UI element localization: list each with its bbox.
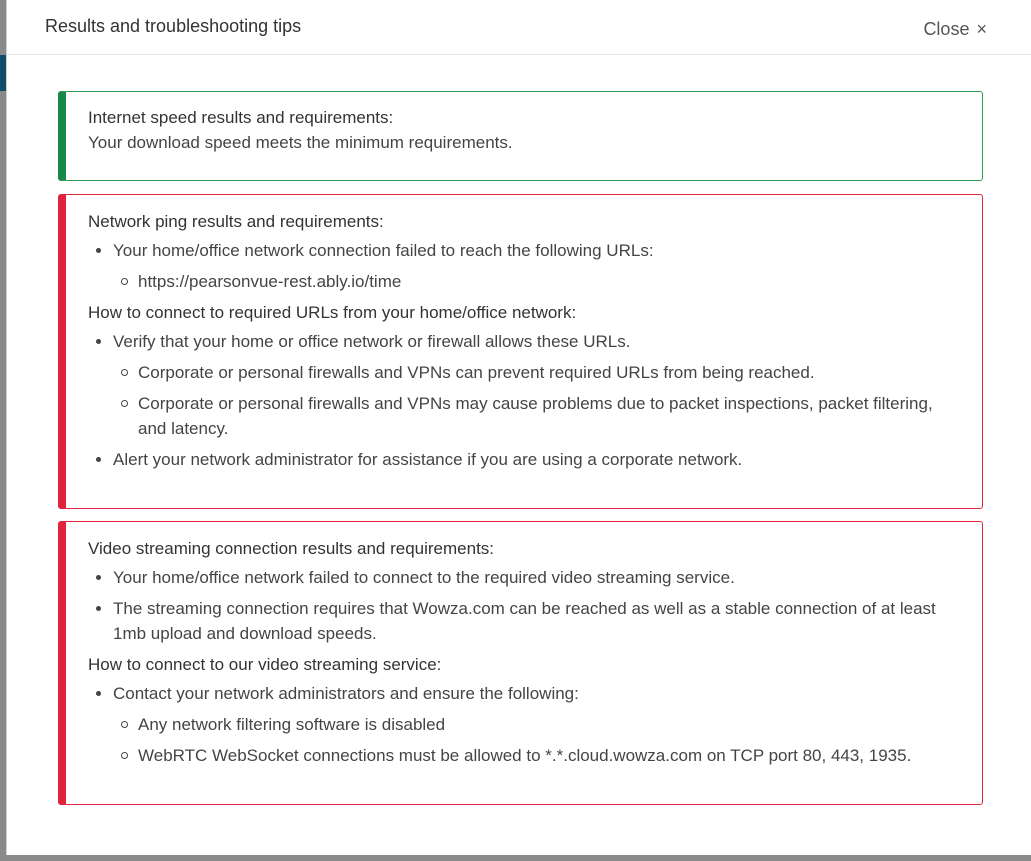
- video-howto-heading: How to connect to our video streaming service:: [88, 655, 442, 674]
- results-modal: [6, 0, 1031, 855]
- failed-url-list: [113, 269, 962, 294]
- ping-failed-list: [88, 238, 962, 294]
- ping-howto-list: [88, 329, 962, 472]
- video-howto-list: [88, 681, 962, 768]
- internet-speed-message: Your download speed meets the minimum requirements.: [88, 133, 513, 152]
- list-item: [88, 329, 962, 441]
- video-streaming-panel: [58, 521, 983, 805]
- list-item: Any network filtering software is disabled: [113, 712, 962, 737]
- network-ping-heading: Network ping results and requirements:: [88, 212, 384, 231]
- modal-header: [7, 0, 1031, 55]
- ping-howto-heading: How to connect to required URLs from your home/office network:: [88, 303, 577, 322]
- list-item: [88, 238, 962, 294]
- video-streaming-heading: Video streaming connection results and requirements:: [88, 539, 495, 558]
- video-results-list: [88, 565, 962, 646]
- modal-title: Results and troubleshooting tips: [45, 16, 302, 36]
- contact-sub-list: [113, 712, 962, 768]
- verify-sub-list: [113, 360, 962, 441]
- list-item: WebRTC WebSocket connections must be allowed to *.*.cloud.wowza.com on TCP port 80, 443, 1935.: [113, 743, 962, 768]
- close-icon: ×: [976, 19, 987, 39]
- ping-failed-text: Your home/office network connection failed to reach the following URLs:: [113, 241, 654, 260]
- verify-text: Verify that your home or office network or firewall allows these URLs.: [113, 332, 631, 351]
- list-item: Alert your network administrator for assistance if you are using a corporate network.: [88, 447, 962, 472]
- failed-url: https://pearsonvue-rest.ably.io/time: [113, 269, 962, 294]
- list-item: Your home/office network failed to connect to the required video streaming service.: [88, 565, 962, 590]
- network-ping-panel: [58, 194, 983, 509]
- list-item: The streaming connection requires that Wowza.com can be reached as well as a stable connection of at least 1mb upload and download speeds.: [88, 596, 962, 646]
- close-button[interactable]: [923, 19, 987, 40]
- list-item: Corporate or personal firewalls and VPNs can prevent required URLs from being reached.: [113, 360, 962, 385]
- close-label: Close: [923, 19, 970, 39]
- list-item: Corporate or personal firewalls and VPNs may cause problems due to packet inspections, packet filtering, and latency.: [113, 391, 962, 441]
- list-item: [88, 681, 962, 768]
- contact-text: Contact your network administrators and ensure the following:: [113, 684, 579, 703]
- internet-speed-heading: Internet speed results and requirements:: [88, 108, 394, 127]
- internet-speed-panel: [58, 91, 983, 181]
